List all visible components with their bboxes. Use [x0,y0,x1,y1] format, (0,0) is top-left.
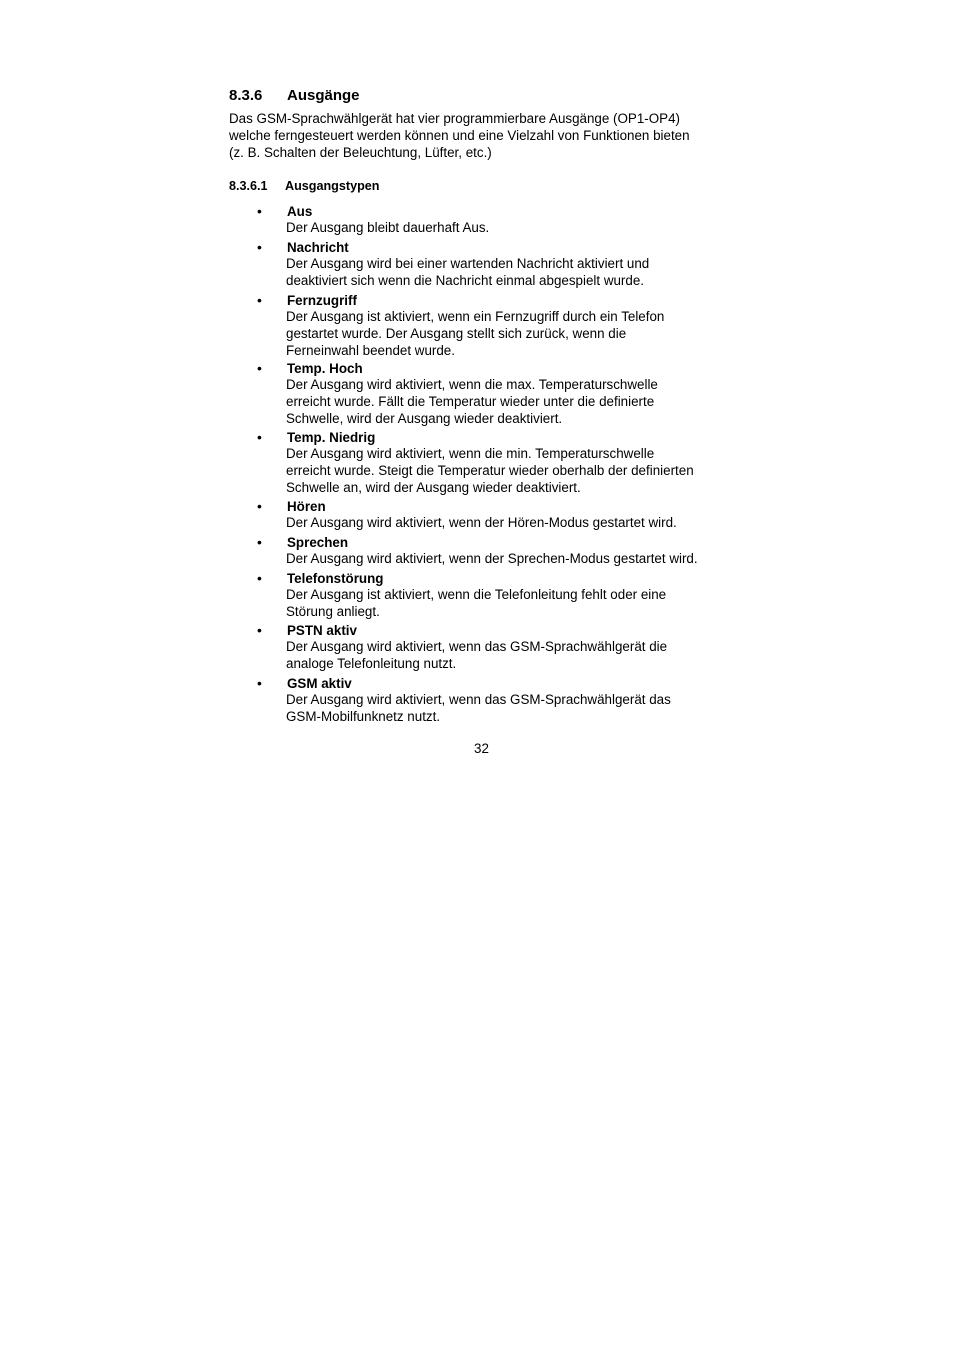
item-title: Temp. Hoch [287,361,363,376]
item-title: Hören [287,499,326,514]
bullet-icon: • [257,360,262,376]
item-title: Temp. Niedrig [287,430,376,445]
intro-line: (z. B. Schalten der Beleuchtung, Lüfter, etc.) [229,145,492,160]
item-title: Aus [287,204,313,219]
description-line: Der Ausgang ist aktiviert, wenn die Telefonleitung fehlt oder eine [286,587,667,602]
description-line: analoge Telefonleitung nutzt. [286,655,457,671]
item-title: PSTN aktiv [287,623,357,638]
description-line: erreicht wurde. Steigt die Temperatur wieder oberhalb der definierten [286,462,694,478]
bullet-icon: • [257,675,262,691]
page-number: 32 [474,741,489,756]
bullet-icon: • [257,292,262,308]
description-line: Ferneinwahl beendet wurde. [286,342,455,358]
item-description [286,692,671,726]
item-description [286,587,666,621]
bullet-icon: • [257,570,262,586]
item-description [286,256,649,290]
item-description [286,309,664,359]
section-number: 8.3.6 [229,87,263,104]
item-title: Sprechen [287,535,349,550]
description-line: Der Ausgang bleibt dauerhaft Aus. [286,220,490,235]
section-title: Ausgänge [287,87,360,104]
item-description [286,551,698,568]
description-line: Der Ausgang wird aktiviert, wenn das GSM-Sprachwählgerät das [286,692,671,707]
description-line: Der Ausgang wird aktiviert, wenn der Sprechen-Modus gestartet wird. [286,551,698,566]
description-line: gestartet wurde. Der Ausgang stellt sich zurück, wenn die [286,325,627,341]
item-description [286,446,694,496]
bullet-icon: • [257,429,262,445]
bullet-icon: • [257,498,262,514]
subsection-heading [229,179,379,193]
description-line: Der Ausgang wird aktiviert, wenn das GSM-Sprachwählgerät die [286,639,668,654]
description-line: Der Ausgang ist aktiviert, wenn ein Fernzugriff durch ein Telefon [286,309,665,324]
item-title: Fernzugriff [287,293,357,308]
description-line: Der Ausgang wird aktiviert, wenn die min. Temperaturschwelle [286,446,655,461]
bullet-icon: • [257,239,262,255]
description-line: Störung anliegt. [286,603,380,619]
item-title: Telefonstörung [287,571,384,586]
item-description [286,639,667,673]
description-line: erreicht wurde. Fällt die Temperatur wieder unter die definierte [286,393,655,409]
item-title: Nachricht [287,240,349,255]
bullet-icon: • [257,534,262,550]
intro-line: welche ferngesteuert werden können und eine Vielzahl von Funktionen bieten [229,128,690,143]
subsection-number: 8.3.6.1 [229,179,268,193]
bullet-icon: • [257,622,262,638]
description-line: Der Ausgang wird bei einer wartenden Nachricht aktiviert und [286,256,650,271]
description-line: deaktiviert sich wenn die Nachricht einmal abgespielt wurde. [286,272,645,288]
item-description [286,515,677,532]
subsection-title: Ausgangstypen [285,179,380,193]
description-line: Der Ausgang wird aktiviert, wenn die max. Temperaturschwelle [286,377,658,392]
description-line: Schwelle, wird der Ausgang wieder deaktiviert. [286,410,563,426]
item-title: GSM aktiv [287,676,352,691]
description-line: GSM-Mobilfunknetz nutzt. [286,708,441,724]
item-description [286,220,489,237]
item-description [286,377,658,427]
section-heading [229,87,360,104]
bullet-icon: • [257,203,262,219]
description-line: Schwelle an, wird der Ausgang wieder deaktiviert. [286,479,581,495]
intro-paragraph [229,110,749,161]
intro-line: Das GSM-Sprachwählgerät hat vier programmierbare Ausgänge (OP1-OP4) [229,111,681,126]
description-line: Der Ausgang wird aktiviert, wenn der Hören-Modus gestartet wird. [286,515,677,530]
